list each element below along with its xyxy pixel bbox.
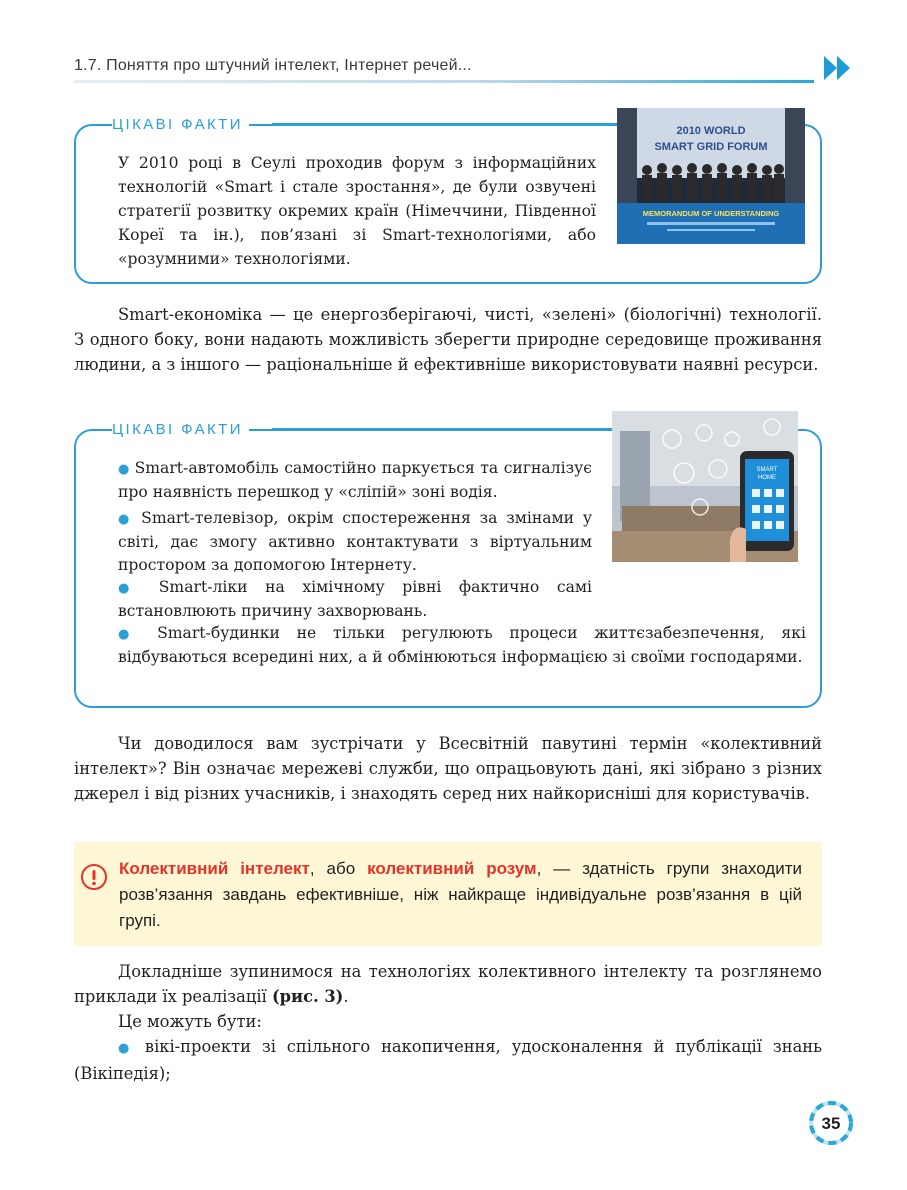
paragraph-collective-intelligence: Чи доводилося вам зустрічати у Всесвітній павутині термін «колективний інтелект»? Він означає мережеві служби, що опрацьовують дані, які зібрано з різних джерел і від різних учасників, і знаходять серед них найкорисніші для користувачів. [74,734,822,803]
definition-box [74,842,822,946]
facts-text: У 2010 році в Сеулі проходив форум з інформаційних технологій «Smart і стале зростання», де були озвучені стратегії розвитку окремих країн (Німеччини, Південної Кореї та ін.), пов’язані зі Smart-технологіями, або «розумними» технологіями. [118,154,596,268]
facts-item [118,457,592,504]
figure-reference: (рис. 3) [271,987,344,1006]
paragraph-smart-economy: Smart-економіка — це енергозберігаючі, чисті, «зелені» (біологічні) технології. З одного боку, вони надають можливість зберегти природне середовище проживання людини, а з іншого — раціональніше й ефективніше використовувати наявні ресурси. [74,305,822,374]
phone-label1: SMART [756,467,778,473]
forum-photo [617,108,805,244]
bullet-icon: ● [118,581,159,596]
facts-item [118,576,592,623]
facts-item [118,507,592,577]
definition-text [119,856,802,934]
facts-item-text: Smart-ліки на хімічному рівні фактично самі встановлюють причину захворювань. [118,578,592,620]
definition-rest: , — здатність групи знаходити розв’язання завдань ефективніше, ніж найкраще індивідуальне розв’язання в цій групі. [119,859,802,930]
term-collective-mind: колективний розум [367,859,537,878]
bullet-icon: ● [118,512,142,527]
para3-text: Докладніше зупинимося на технологіях колективного інтелекту та розглянемо приклади їх реалізації [74,962,822,1006]
facts-item-text: Smart-будинки не тільки регулюють процеси життєзабезпечення, які відбуваються всередині них, а й обмінюються інформацією зі своїми господарями. [118,624,806,666]
definition-mid: , або [309,859,368,878]
bullet-icon: ● [118,1041,145,1056]
facts-item-text: Smart-телевізор, окрім спостереження за змінами у світі, дає змогу активно контактувати з віртуальним простором за допомогою Інтернету. [118,509,593,574]
facts-item [118,622,806,669]
paragraph-examples-intro [74,959,822,1009]
forward-arrows-icon [824,54,854,82]
banner-line1: 2010 WORLD [676,125,746,137]
para3-end: . [343,987,349,1006]
banner-line2: SMART GRID FORUM [654,141,768,153]
page-number: 35 [821,1114,841,1133]
running-header: 1.7. Поняття про штучний інтелект, Інтернет речей... [74,57,472,74]
paragraph-can-be: Це можуть бути: [118,1012,262,1031]
facts-heading-rule [272,123,618,125]
banner-bottom: MEMORANDUM OF UNDERSTANDING [642,209,780,218]
page-number-badge [806,1098,856,1148]
smart-home-photo [612,411,798,562]
list-item-wiki [74,1034,822,1086]
bullet-icon: ● [118,462,135,477]
header-rule [74,80,814,83]
phone-label2: HOME [758,475,776,481]
facts-heading: ЦІКАВІ ФАКТИ [106,115,249,135]
list-item-text: вікі-проекти зі спільного накопичення, удосконалення й публікації знань (Вікіпедія); [74,1037,822,1083]
facts-item-text: Smart-автомобіль самостійно паркується та сигналізує про наявність перешкод у «сліпій» зоні водія. [118,459,592,501]
bullet-icon: ● [118,627,158,642]
facts-heading: ЦІКАВІ ФАКТИ [106,420,249,440]
facts-heading-rule [272,428,612,430]
term-collective-intelligence: Колективний інтелект [119,859,310,878]
exclamation-icon [80,863,108,891]
